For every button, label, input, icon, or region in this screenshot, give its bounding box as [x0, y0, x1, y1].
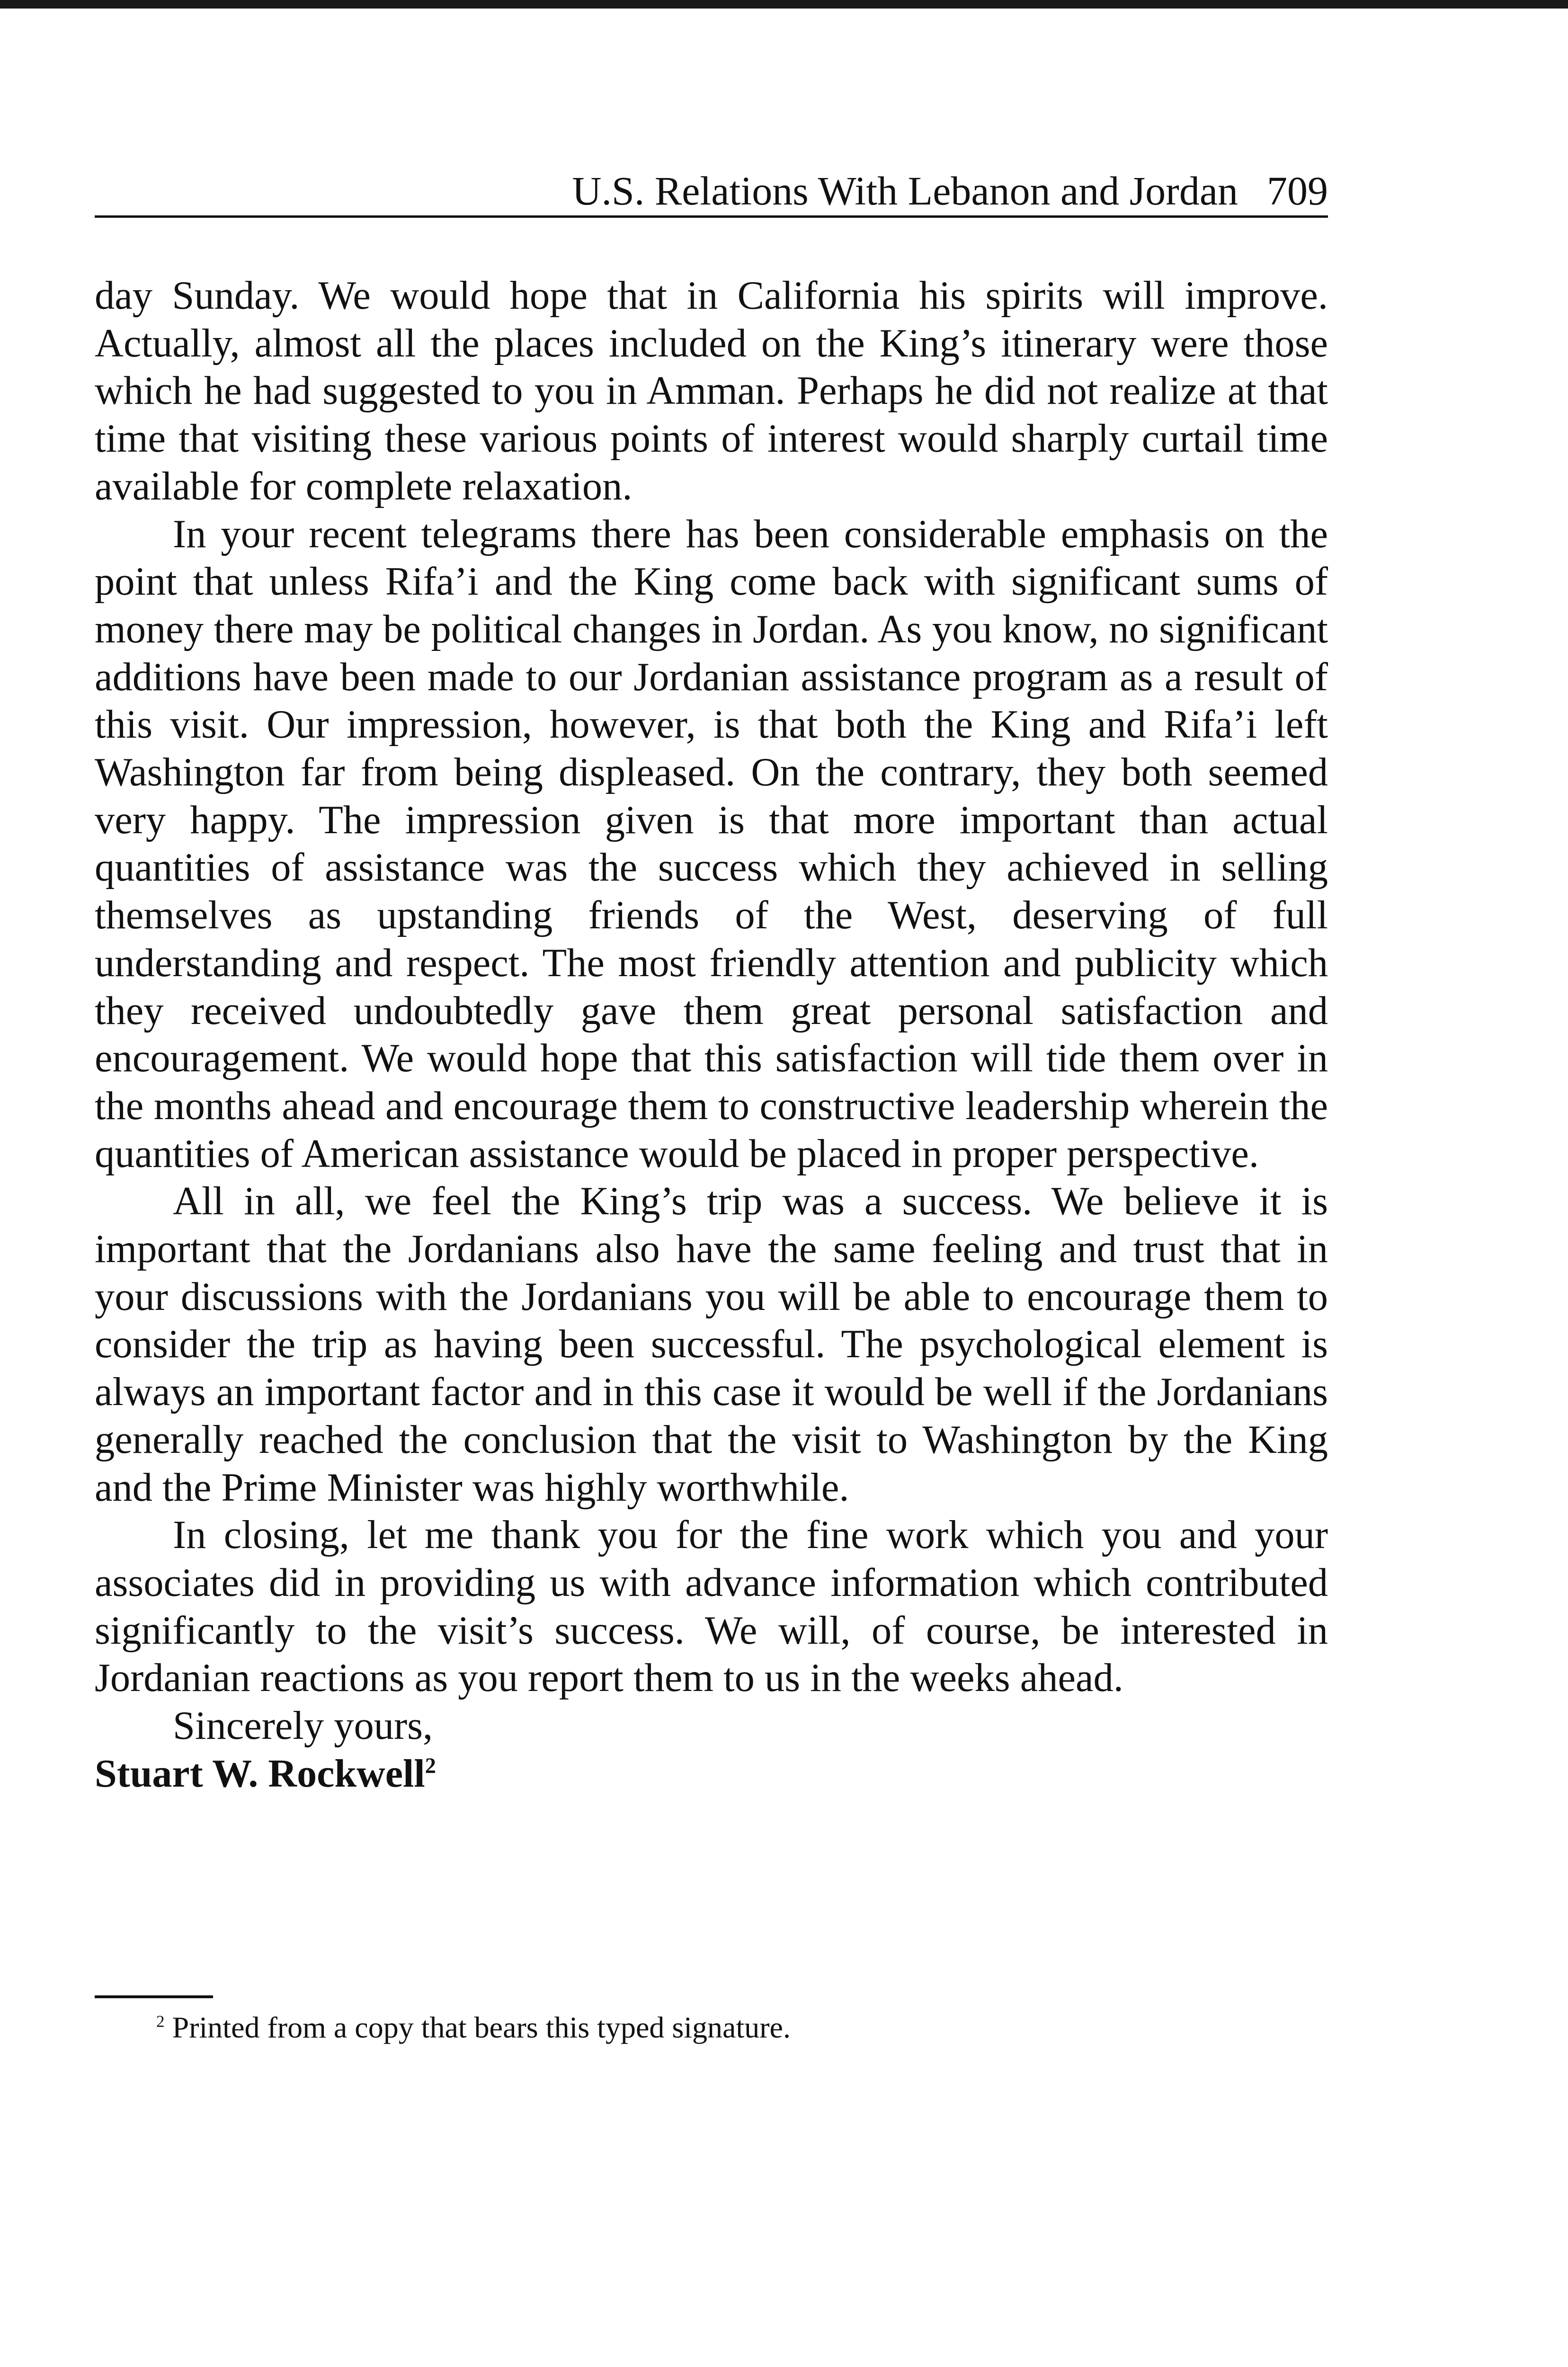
scan-edge-bar — [0, 0, 1568, 9]
footnote-marker: 2 — [156, 2012, 165, 2031]
footnote — [156, 2006, 791, 2049]
signature-footnote-marker: 2 — [425, 1753, 436, 1778]
paragraph-continued: day Sunday. We would hope that in California his spirits will improve. Actually, almost all the places included on the King’s itinerary were those which he had suggested to you in Amman. Perhaps he did not realize at that time that visiting these various points of interest would sharply curtail time available for complete relaxation. — [95, 274, 1328, 508]
running-head — [95, 163, 1328, 218]
paragraph-telegrams: In your recent telegrams there has been considerable emphasis on the point that unless Rifa’i and the King come back with significant sums of money there may be political changes in Jordan. As you know, no significant additions have been made to our Jordanian assistance program as a result of this visit. Our impression, however, is that both the King and Rifa’i left Washington far from being displeased. On the contrary, they both seemed very happy. The impression given is that more important than actual quantities of assistance was the success which they achieved in selling themselves as upstanding friends of the West, deserving of full understanding and respect. The most friendly attention and publicity which they received undoubtedly gave them great personal satisfaction and encouragement. We would hope that this satisfaction will tide them over in the months ahead and encourage them to constructive leadership wherein the quantities of American assistance would be placed in proper perspective. — [95, 512, 1328, 1176]
footnote-text: Printed from a copy that bears this typed signature. — [172, 2011, 791, 2044]
letter-body — [95, 272, 1328, 1797]
signature-name: Stuart W. Rockwell — [95, 1751, 425, 1796]
paragraph-success: All in all, we feel the King’s trip was a success. We believe it is important that the Jordanians also have the same feeling and trust that in your discussions with the Jordanians you will be able to encourage them to consider the trip as having been successful. The psychological element is always an important factor and in this case it would be well if the Jordanians generally reached the conclusion that the visit to Washington by the King and the Prime Minister was highly worthwhile. — [95, 1179, 1328, 1510]
signature — [95, 1750, 1328, 1797]
running-head-title: U.S. Relations With Lebanon and Jordan — [572, 168, 1238, 214]
paragraph-closing-thanks: In closing, let me thank you for the fine work which you and your associates did in providing us with advance information which contributed significantly to the visit’s success. We will, of course, be interested in Jordanian reactions as you report them to us in the weeks ahead. — [95, 1513, 1328, 1700]
page-number: 709 — [1267, 168, 1328, 214]
complimentary-close: Sincerely yours, — [173, 1704, 433, 1748]
footnote-rule — [95, 1995, 213, 1998]
